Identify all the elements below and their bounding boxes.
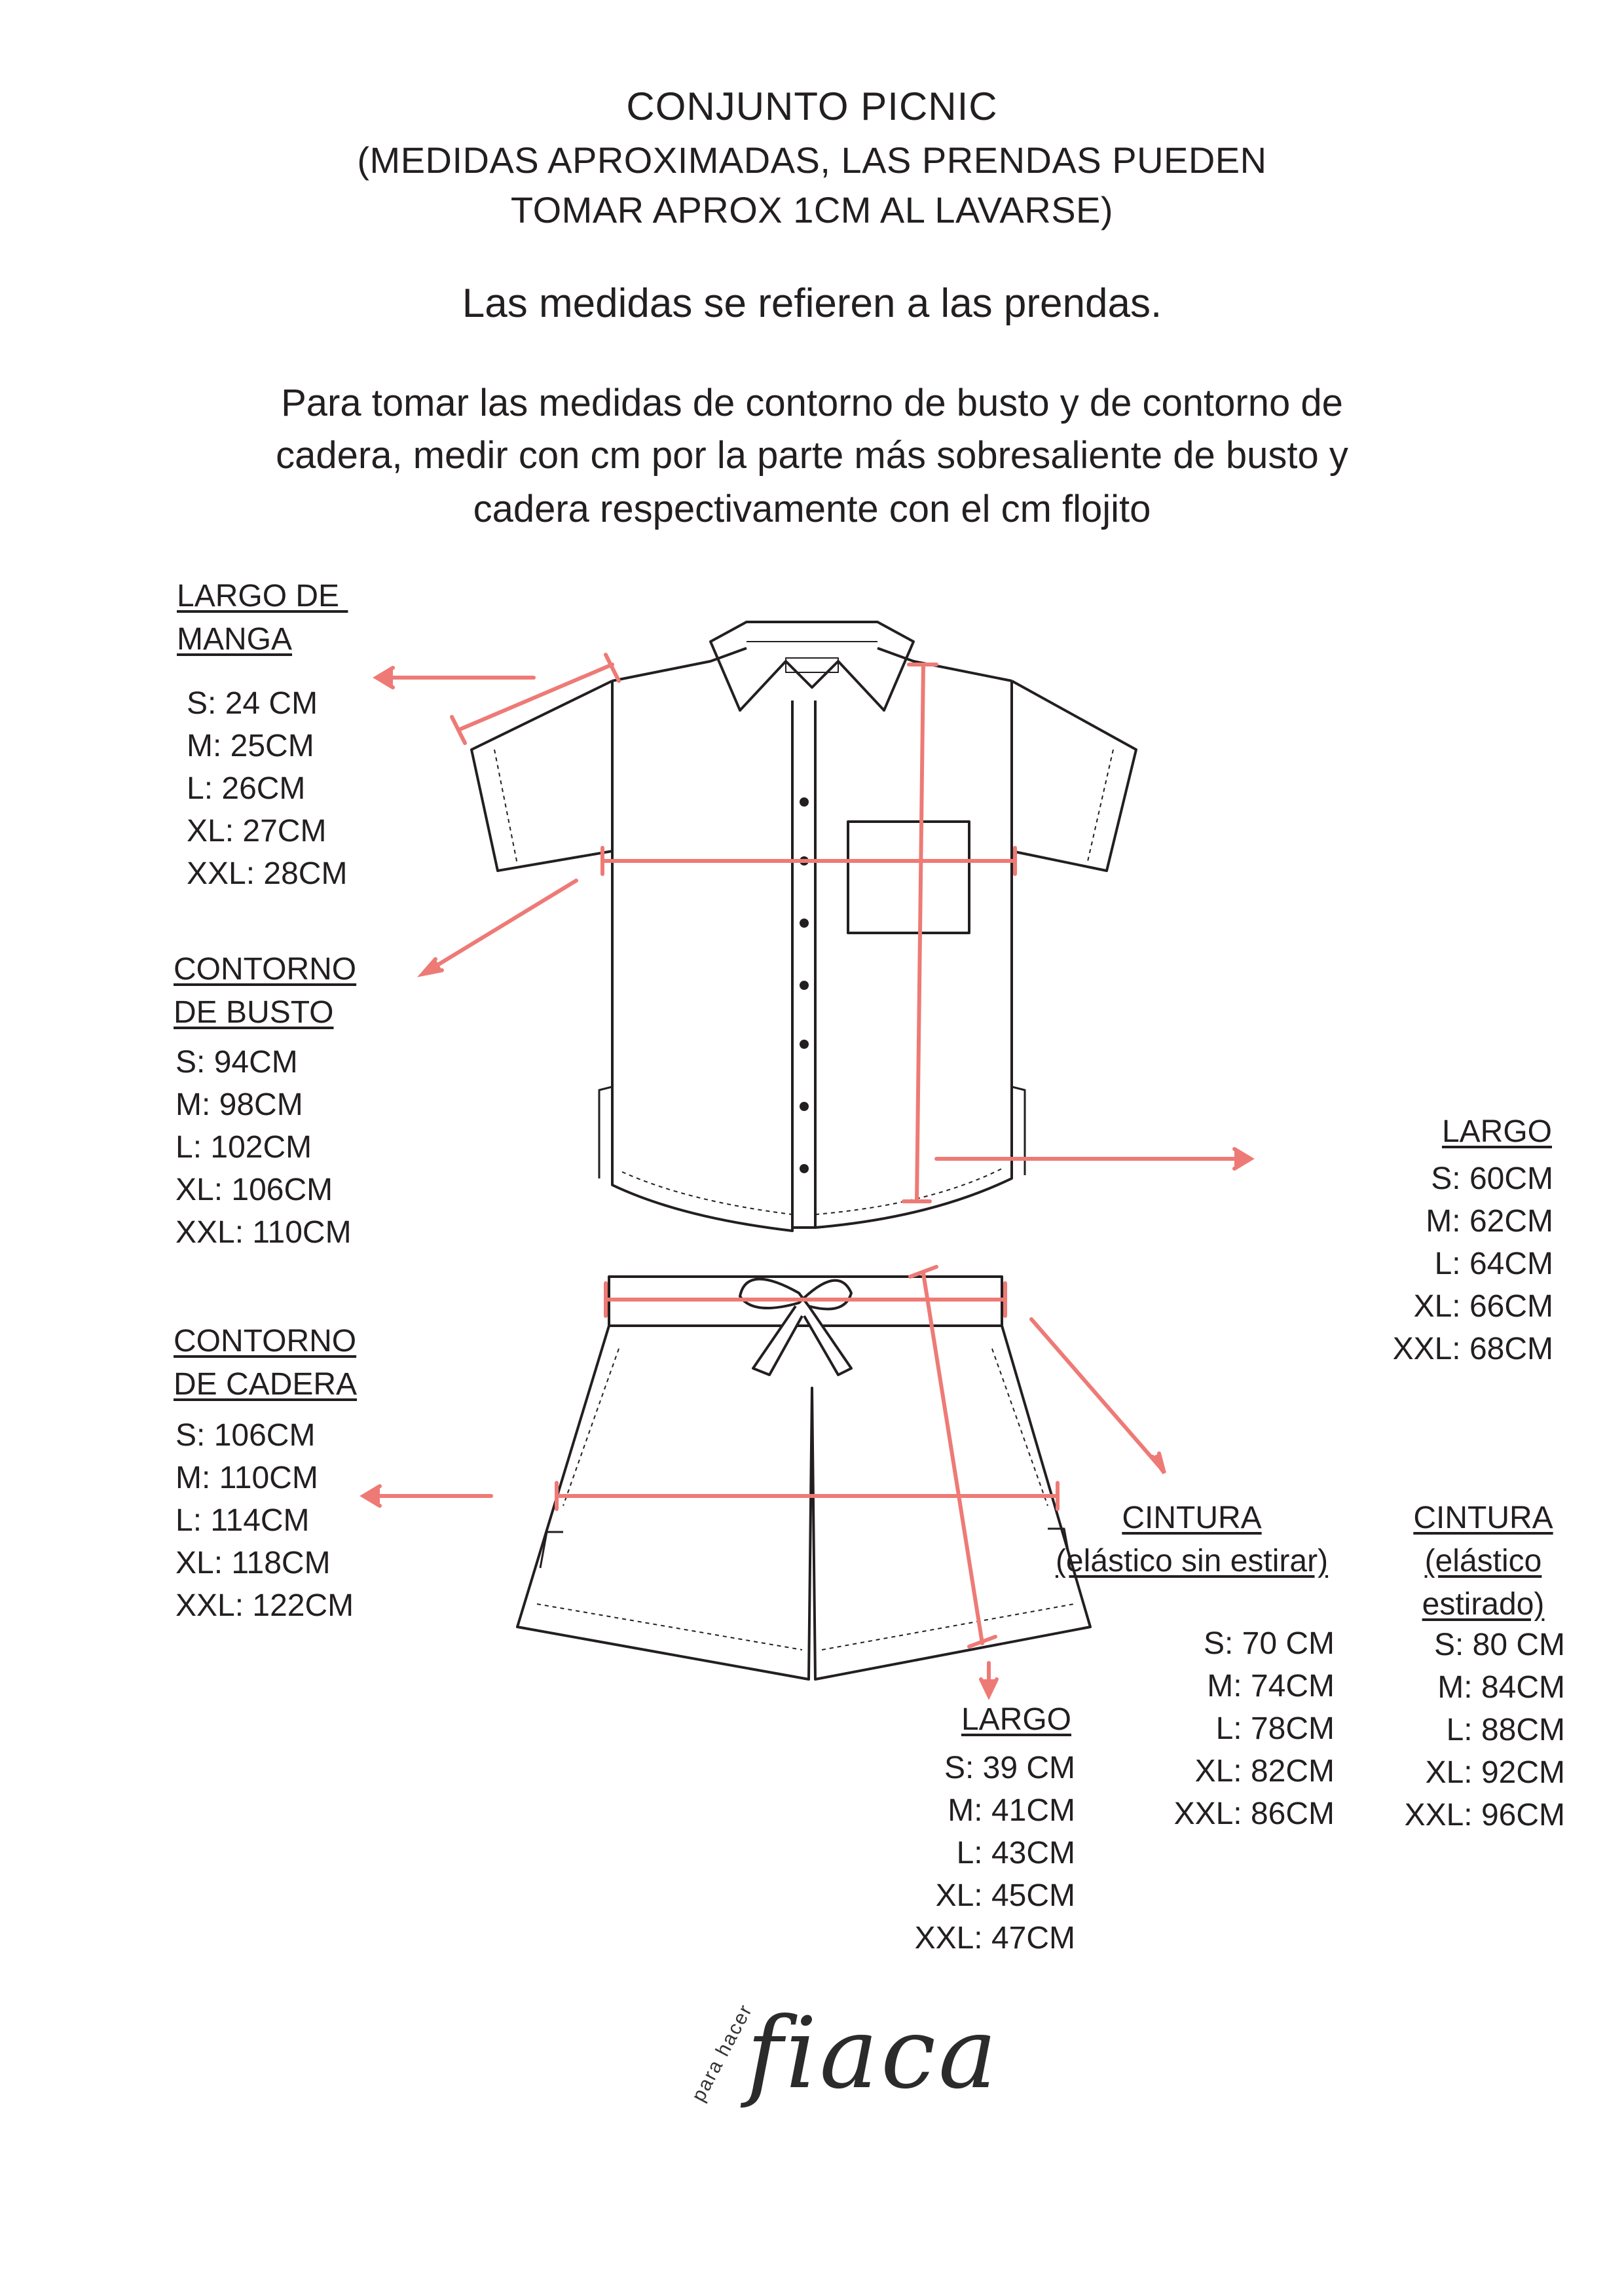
logo-big-text: fiaca (747, 1997, 1000, 2111)
shirt-length-label: LARGO (1441, 1114, 1552, 1149)
size-value: L: 26CM (187, 771, 306, 806)
shirt-left-sleeve (471, 681, 612, 871)
sleeve-length-label-line-2: MANGA (177, 622, 293, 657)
size-value: L: 64CM (1434, 1247, 1553, 1281)
shorts-left-pocket (563, 1349, 619, 1506)
hip-values (175, 1414, 354, 1627)
size-value: L: 114CM (175, 1503, 310, 1538)
size-value: S: 24 CM (187, 686, 318, 721)
bust-measure (422, 848, 1015, 974)
size-value: XL: 106CM (175, 1173, 333, 1207)
hip-block (174, 1320, 357, 1406)
sleeve-length-label-line-1: LARGO DE (177, 579, 348, 613)
sleeve-length-block (177, 575, 348, 661)
size-value: S: 106CM (175, 1418, 316, 1453)
size-value: XL: 66CM (1413, 1289, 1553, 1324)
shorts-right-hem (822, 1604, 1074, 1650)
size-value: XXL: 47CM (914, 1921, 1075, 1956)
shirt-hem-stitch (622, 1169, 1002, 1214)
size-value: L: 102CM (175, 1130, 312, 1165)
waist-stretched-values (1362, 1624, 1565, 1836)
size-value: XL: 92CM (1425, 1755, 1565, 1790)
waist-stretched-label-line-2: (elástico (1424, 1544, 1542, 1578)
instructions-line-3: cadera respectivamente con el cm flojito (473, 488, 1151, 530)
instructions-line-1: Para tomar las medidas de contorno de busto y de contorno de (281, 382, 1343, 424)
size-value: M: 98CM (175, 1087, 303, 1122)
shirt-right-sleeve (1012, 681, 1136, 871)
shorts-bow (740, 1279, 851, 1309)
waist-relaxed-block (1044, 1497, 1339, 1583)
waist-measure (606, 1283, 1164, 1473)
size-value: XL: 45CM (935, 1878, 1075, 1913)
size-value: M: 62CM (1426, 1204, 1553, 1239)
page-title: CONJUNTO PICNIC (626, 84, 998, 128)
shirt-body-outline (612, 681, 1012, 1231)
waist-stretched-label-line-1: CINTURA (1413, 1501, 1553, 1535)
waist-relaxed-label-line-2: (elástico sin estirar) (1055, 1544, 1329, 1578)
size-value: XXL: 122CM (175, 1588, 354, 1623)
sleeve-length-values (187, 682, 347, 895)
shorts-bow-tie-right (804, 1306, 851, 1375)
hip-label-line-1: CONTORNO (174, 1324, 357, 1358)
size-value: XXL: 68CM (1392, 1332, 1553, 1366)
shorts-bow-tie-left (753, 1306, 802, 1375)
size-value: L: 88CM (1446, 1713, 1565, 1747)
shorts-length-label: LARGO (961, 1702, 1071, 1737)
size-value: S: 80 CM (1433, 1628, 1565, 1662)
size-value: XL: 82CM (1194, 1754, 1335, 1789)
shirt-left-sleeve-hem (494, 750, 517, 864)
waist-stretched-label-line-3: estirado) (1422, 1587, 1545, 1622)
shorts-drawing (517, 1277, 1090, 1679)
size-value: S: 94CM (175, 1045, 298, 1080)
shorts-left-hem (537, 1604, 802, 1650)
shirt-pocket (848, 822, 969, 933)
shirt-side-slit-left (599, 1087, 612, 1178)
bust-values (175, 1041, 352, 1254)
shorts-right-pocket (992, 1349, 1048, 1506)
shirt-length-values (1310, 1157, 1553, 1370)
shorts-length-values (851, 1747, 1075, 1959)
size-value: L: 78CM (1215, 1711, 1335, 1746)
shirt-right-sleeve-hem (1087, 750, 1113, 864)
logo-small-text: para hacer (688, 2000, 757, 2105)
size-value: XXL: 86CM (1173, 1796, 1335, 1831)
size-value: S: 60CM (1431, 1161, 1553, 1196)
size-value: XL: 27CM (187, 814, 327, 848)
size-value: M: 84CM (1437, 1670, 1565, 1705)
size-value: S: 39 CM (944, 1751, 1075, 1785)
size-value: S: 70 CM (1203, 1626, 1335, 1661)
brand-logo (661, 1984, 1000, 2154)
hip-measure (363, 1483, 1058, 1509)
waist-relaxed-label-line-1: CINTURA (1122, 1501, 1262, 1535)
size-value: M: 25CM (187, 729, 314, 763)
shorts-outline (517, 1326, 1090, 1679)
hip-label-line-2: DE CADERA (174, 1367, 358, 1402)
size-value: XXL: 110CM (175, 1215, 352, 1250)
size-value: L: 43CM (956, 1836, 1075, 1870)
subtitle-line-2: TOMAR APROX 1CM AL LAVARSE) (510, 189, 1114, 230)
sleeve-length-measure (377, 655, 619, 743)
bust-label-line-2: DE BUSTO (174, 995, 334, 1030)
bust-block (174, 948, 356, 1034)
size-value: XXL: 96CM (1404, 1798, 1565, 1832)
shirt-buttons (800, 797, 809, 1173)
size-value: M: 74CM (1207, 1669, 1335, 1704)
shirt-collar (710, 622, 913, 710)
shirt-drawing (471, 622, 1136, 1231)
waist-stretched-block (1398, 1497, 1568, 1626)
subtitle-line-1: (MEDIDAS APROXIMADAS, LAS PRENDAS PUEDEN (357, 139, 1267, 181)
shirt-side-slit-right (1012, 1087, 1025, 1175)
measurement-statement: Las medidas se refieren a las prendas. (462, 281, 1162, 326)
size-value: M: 41CM (948, 1793, 1075, 1828)
size-value: XXL: 28CM (187, 856, 348, 891)
size-value: M: 110CM (175, 1461, 318, 1495)
bust-label-line-1: CONTORNO (174, 952, 357, 987)
instructions-line-2: cadera, medir con cm por la parte más sobresaliente de busto y (276, 434, 1348, 477)
size-value: XL: 118CM (175, 1546, 331, 1580)
waist-relaxed-values (1113, 1622, 1335, 1835)
